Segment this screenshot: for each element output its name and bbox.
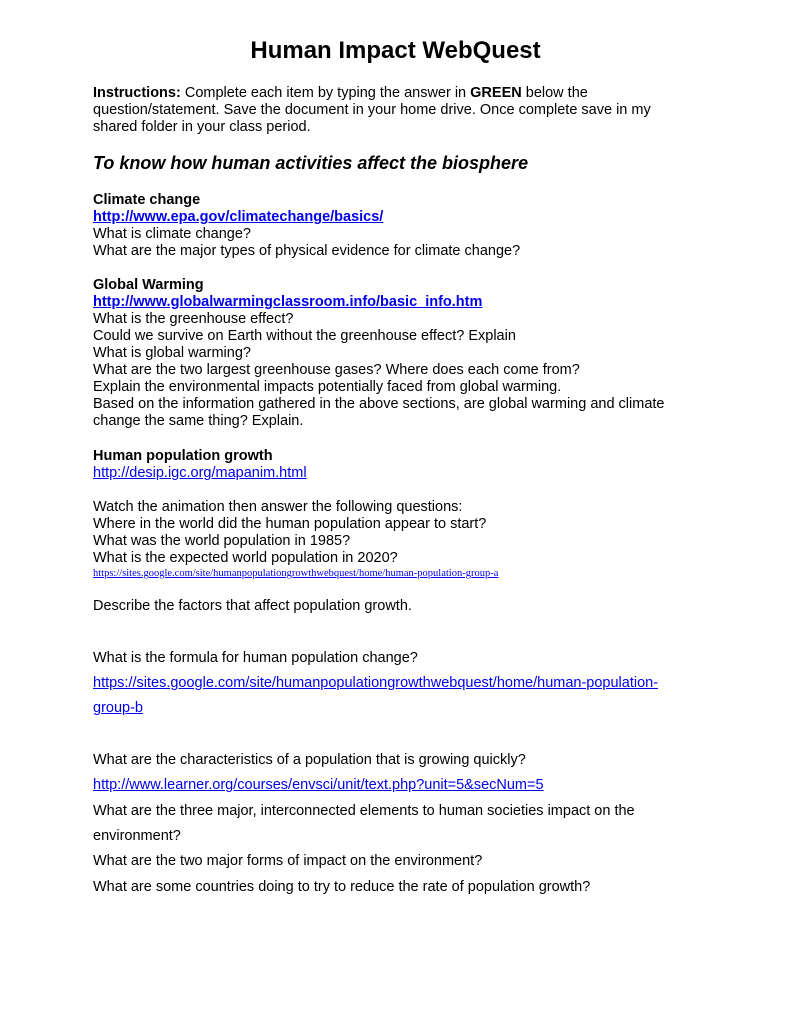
instructions-label: Instructions:	[93, 85, 181, 101]
climate-link[interactable]: http://www.epa.gov/climatechange/basics/	[93, 209, 384, 225]
population-question-7b: environment?	[93, 828, 181, 844]
population-question-4: Describe the factors that affect population growth.	[93, 598, 412, 614]
warming-question-4: What are the two largest greenhouse gases? Where does each come from?	[93, 362, 580, 378]
instructions-text-a: Complete each item by typing the answer in	[180, 85, 471, 101]
climate-section	[93, 192, 733, 260]
instructions-green-word: GREEN	[470, 85, 522, 101]
population-question-7a: What are the three major, interconnected elements to human societies impact on the	[93, 803, 635, 819]
population-question-6: What are the characteristics of a population that is growing quickly?	[93, 752, 526, 768]
population-link[interactable]: http://desip.igc.org/mapanim.html	[93, 465, 307, 481]
warming-question-2: Could we survive on Earth without the greenhouse effect? Explain	[93, 328, 516, 344]
population-question-1: Where in the world did the human population appear to start?	[93, 516, 487, 532]
warming-question-6a: Based on the information gathered in the above sections, are global warming and climate	[93, 396, 665, 412]
group-b-link-line-1[interactable]: https://sites.google.com/site/humanpopulationgrowthwebquest/home/human-population-	[93, 675, 659, 691]
instructions-line-3: shared folder in your class period.	[93, 119, 311, 135]
group-b-link-line-2[interactable]: group-b	[93, 700, 143, 716]
instructions-block	[93, 85, 733, 136]
warming-question-5: Explain the environmental impacts potentially faced from global warming.	[93, 379, 562, 395]
climate-heading: Climate change	[93, 192, 201, 208]
warming-question-6b: change the same thing? Explain.	[93, 413, 304, 429]
instructions-text-b: below the	[521, 85, 588, 101]
population-question-5: What is the formula for human population change?	[93, 650, 418, 666]
warming-question-3: What is global warming?	[93, 345, 251, 361]
population-question-2: What was the world population in 1985?	[93, 533, 351, 549]
population-question-3: What is the expected world population in 2020?	[93, 550, 398, 566]
warming-section	[93, 277, 733, 430]
population-question-9: What are some countries doing to try to reduce the rate of population growth?	[93, 879, 591, 895]
population-intro: Watch the animation then answer the following questions:	[93, 499, 463, 515]
population-question-8: What are the two major forms of impact on the environment?	[93, 853, 483, 869]
population-questions	[93, 499, 733, 567]
learner-link[interactable]: http://www.learner.org/courses/envsci/unit/text.php?unit=5&secNum=5	[93, 777, 544, 793]
group-a-link[interactable]: https://sites.google.com/site/humanpopulationgrowthwebquest/home/human-population-group-a	[93, 568, 499, 579]
population-heading: Human population growth	[93, 448, 273, 464]
warming-heading: Global Warming	[93, 277, 204, 293]
instructions-line-2: question/statement. Save the document in your home drive. Once complete save in my	[93, 102, 651, 118]
climate-question-2: What are the major types of physical evidence for climate change?	[93, 243, 521, 259]
warming-link[interactable]: http://www.globalwarmingclassroom.info/basic_info.htm	[93, 294, 483, 310]
warming-question-1: What is the greenhouse effect?	[93, 311, 294, 327]
population-section	[93, 448, 733, 482]
page-title: Human Impact WebQuest	[250, 37, 541, 64]
objective-heading: To know how human activities affect the biosphere	[93, 153, 529, 173]
climate-question-1: What is climate change?	[93, 226, 251, 242]
